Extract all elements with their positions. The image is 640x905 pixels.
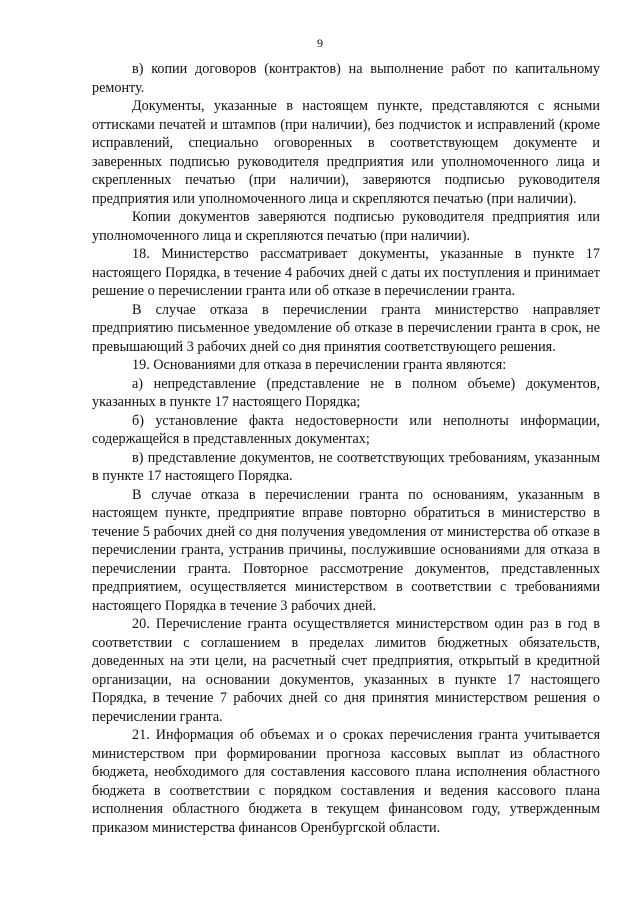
page-number: 9 xyxy=(317,36,323,50)
paragraph-copies-of-contracts: в) копии договоров (контрактов) на выполнение работ по капитальному ремонту. xyxy=(92,61,600,96)
paragraph-item-21: 21. Информация об объемах и о сроках перечисления гранта учитывается министерством при формировании прогноза кассовых выплат из областного бюджета, необходимого для составления кассового плана исполнения областного бюджета в соответствии с порядком составления и ведения кассового плана исполнения областного бюджета в текущем финансовом году, утвержденным приказом министерства финансов Оренбургской области. xyxy=(92,727,600,836)
paragraph-item-19: 19. Основаниями для отказа в перечислении гранта являются: xyxy=(132,357,507,373)
paragraph-repeat-application: В случае отказа в перечислении гранта по основаниям, указанным в настоящем пункте, предприятие вправе повторно обратиться в министерство в течение 5 рабочих дней со дня получения уведомления от министерства об отказе в перечислении гранта, устранив причины, послужившие основаниями для отказа в перечислении гранта. Повторное рассмотрение документов, представленных предприятием, осуществляется министерством в соответствии с требованиями настоящего Порядка в течение 3 рабочих дней. xyxy=(92,486,600,614)
document-body xyxy=(92,60,600,837)
paragraph-ground-a: а) непредставление (представление не в полном объеме) документов, указанных в пункте 17 настоящего Порядка; xyxy=(92,375,600,410)
paragraph-documents-requirements: Документы, указанные в настоящем пункте, представляются с ясными оттисками печатей и штампов (при наличии), без подчисток и исправлений (кроме исправлений, специально оговоренных в соответствующем документе и заверенных подписью руководителя предприятия или уполномоченного лица и скрепленных печатью (при наличии), заверяются подписью руководителя предприятия или уполномоченного лица и скрепляются печатью (при наличии). xyxy=(92,98,600,207)
paragraph-item-18: 18. Министерство рассматривает документы, указанные в пункте 17 настоящего Порядка, в течение 4 рабочих дней с даты их поступления и принимает решение о перечислении гранта или об отказе в перечислении гранта. xyxy=(92,246,600,299)
paragraph-ground-b: б) установление факта недостоверности или неполноты информации, содержащейся в представленных документах; xyxy=(92,412,600,447)
paragraph-item-20: 20. Перечисление гранта осуществляется министерством один раз в год в соответствии с соглашением в пределах лимитов бюджетных обязательств, доведенных на эти цели, на расчетный счет предприятия, открытый в кредитной организации, на основании документов, указанных в пункте 17 настоящего Порядка, в течение 7 рабочих дней со дня принятия министерством решения о перечислении гранта. xyxy=(92,616,600,725)
paragraph-copies-certification: Копии документов заверяются подписью руководителя предприятия или уполномоченного лица и скрепляются печатью (при наличии). xyxy=(92,209,600,244)
paragraph-refusal-notice: В случае отказа в перечислении гранта министерство направляет предприятию письменное уведомление об отказе в перечислении гранта в срок, не превышающий 3 рабочих дней со дня принятия соответствующего решения. xyxy=(92,301,600,355)
paragraph-ground-c: в) представление документов, не соответствующих требованиям, указанным в пункте 17 настоящего Порядка. xyxy=(92,449,600,484)
